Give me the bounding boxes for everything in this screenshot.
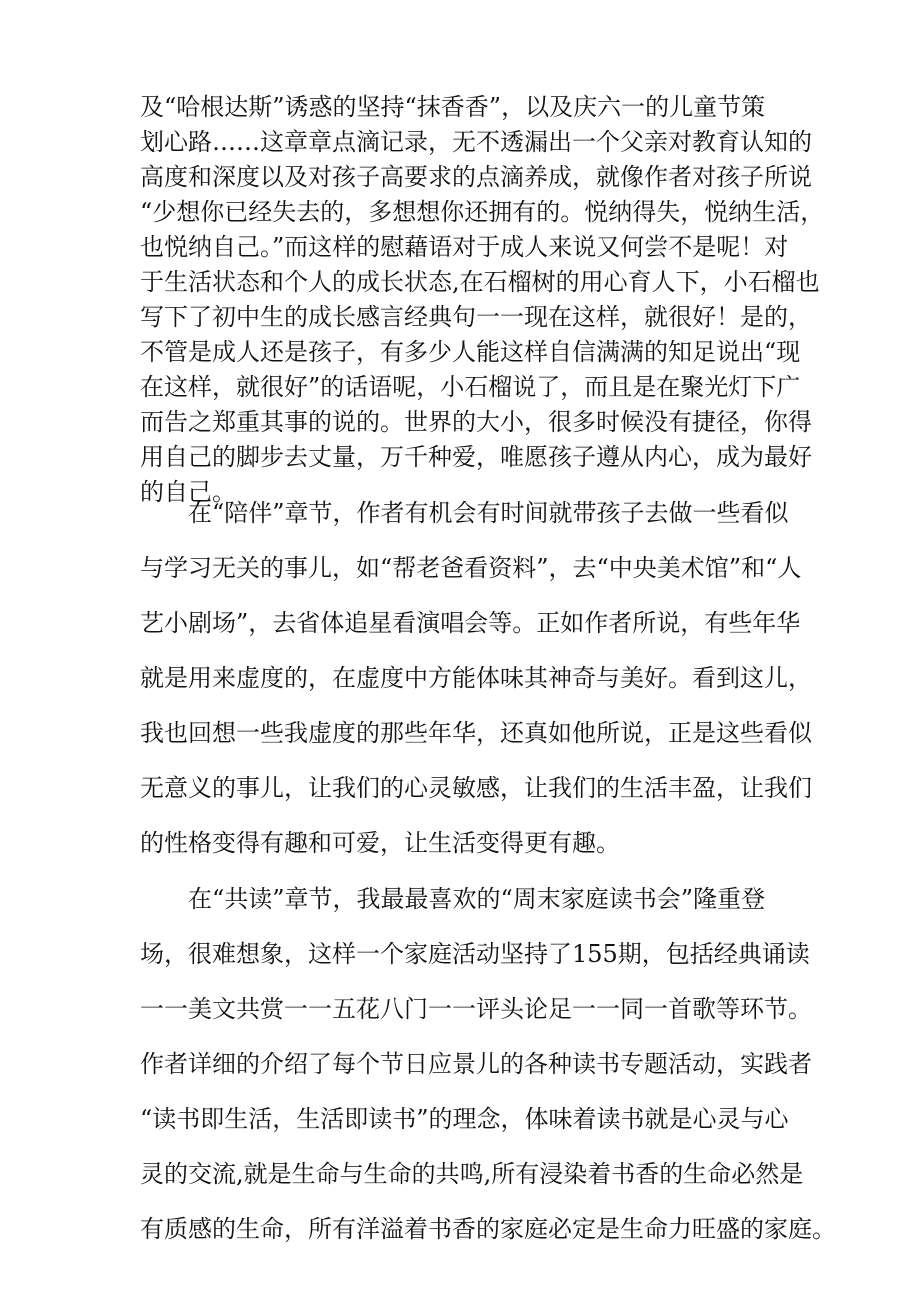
paragraph-line: 灵的交流,就是生命与生命的共鸣,所有浸染着书香的生命必然是 [140,1160,804,1188]
paragraph-line: 及“哈根达斯”诱惑的坚持“抹香香”，以及庆六一的儿童节策 [140,93,766,121]
paragraph-line: 在这样，就很好”的话语呢，小石榴说了，而且是在聚光灯下广 [140,373,801,401]
paragraph-line: 一一美文共赏一一五花八门一一评头论足一一同一首歌等环节。 [140,995,812,1023]
paragraph-line: 无意义的事儿，让我们的心灵敏感，让我们的生活丰盈，让我们 [140,774,812,802]
paragraph-line: 就是用来虚度的，在虚度中方能体味其神奇与美好。看到这儿， [140,664,812,692]
paragraph-line: 划心路……这章章点滴记录，无不透漏出一个父亲对教育认知的 [140,128,812,156]
paragraph-line: 用自己的脚步去丈量，万千种爱，唯愿孩子遵从内心，成为最好 [140,443,812,471]
paragraph-line: 的自己。 [140,478,236,506]
paragraph-line: 于生活状态和个人的成长状态,在石榴树的用心育人下，小石榴也 [140,268,820,296]
paragraph-line: 高度和深度以及对孩子高要求的点滴养成，就像作者对孩子所说 [140,163,812,191]
paragraph-line: 场，很难想象，这样一个家庭活动坚持了155期，包括经典诵读 [140,940,810,968]
paragraph-line: 作者详细的介绍了每个节日应景儿的各种读书专题活动，实践者 [140,1050,812,1078]
paragraph-line: 有质感的生命，所有洋溢着书香的家庭必定是生命力旺盛的家庭。 [140,1215,836,1243]
paragraph-line: “读书即生活，生活即读书”的理念，体味着读书就是心灵与心 [140,1105,789,1133]
paragraph-line: 写下了初中生的成长感言经典句一一现在这样，就很好！是的， [140,303,812,331]
paragraph-line: 的性格变得有趣和可爱，让生活变得更有趣。 [140,829,620,857]
paragraph-line: 艺小剧场”，去省体追星看演唱会等。正如作者所说，有些年华 [140,609,801,637]
paragraph-line: 在“共读”章节，我最最喜欢的“周末家庭读书会”隆重登 [188,885,766,913]
paragraph-line: 而告之郑重其事的说的。世界的大小，很多时候没有捷径，你得 [140,408,812,436]
paragraph-line: 我也回想一些我虚度的那些年华，还真如他所说，正是这些看似 [140,719,812,747]
paragraph-line: 与学习无关的事儿，如“帮老爸看资料”，去“中央美术馆”和“人 [140,554,802,582]
paragraph-line: 也悦纳自己。”而这样的慰藉语对于成人来说又何尝不是呢！对 [140,233,789,261]
paragraph-line: 不管是成人还是孩子，有多少人能这样自信满满的知足说出“现 [140,338,801,366]
paragraph-line: 在“陪伴”章节，作者有机会有时间就带孩子去做一些看似 [188,499,789,527]
paragraph-line: “少想你已经失去的，多想想你还拥有的。悦纳得失，悦纳生活， [140,198,825,226]
